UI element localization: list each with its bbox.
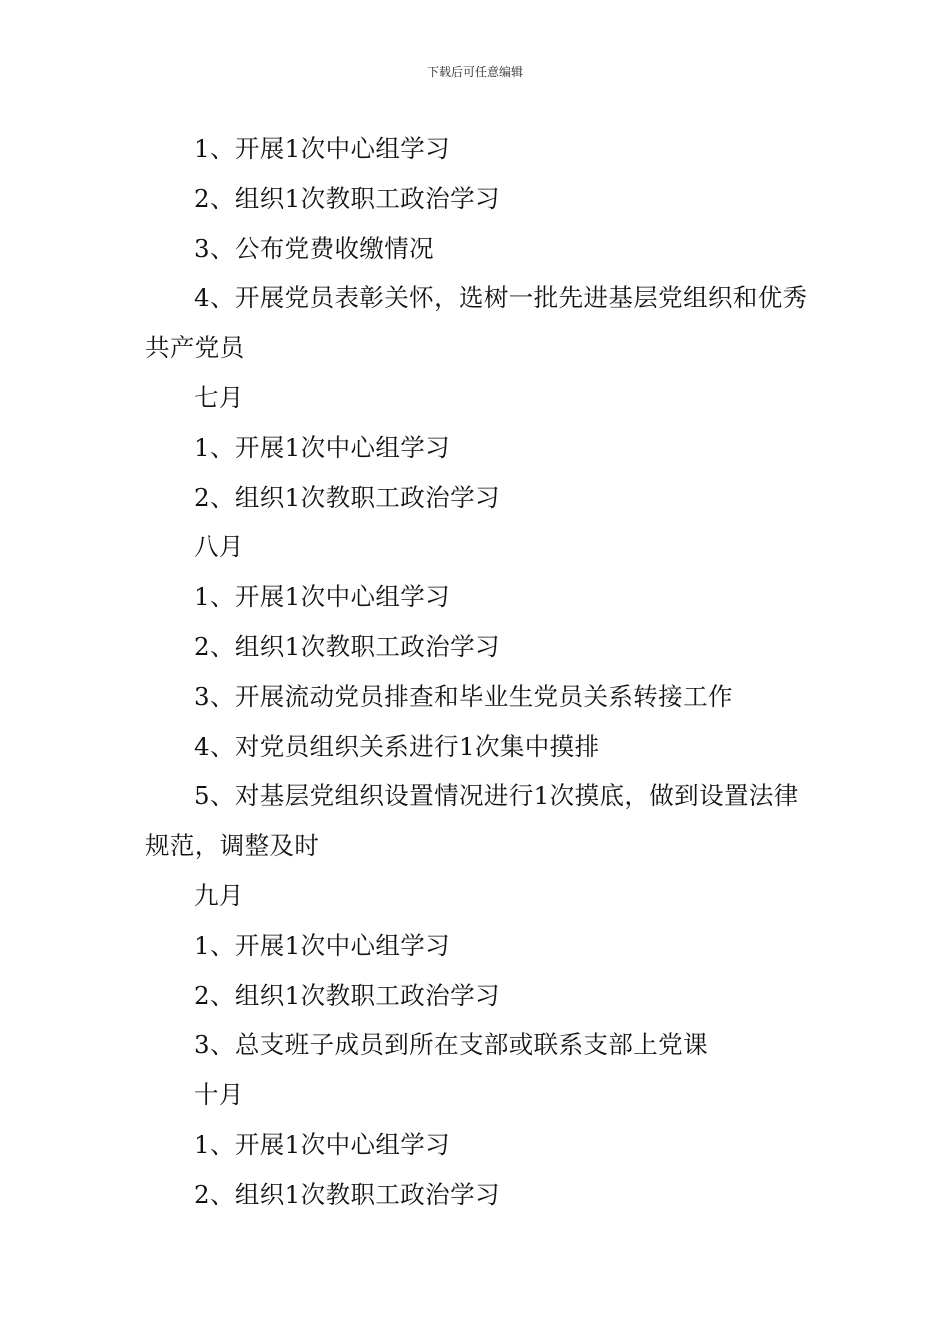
paragraph-august-item-1: 1、开展1次中心组学习 (194, 582, 451, 612)
paragraph-august-item-5: 5、对基层党组织设置情况进行1次摸底，做到设置法律规范，调整及时 (145, 781, 799, 861)
month-heading-july: 七月 (194, 382, 244, 412)
paragraph-october-item-2: 2、组织1次教职工政治学习 (194, 1179, 500, 1209)
paragraph-october-item-1: 1、开展1次中心组学习 (194, 1129, 451, 1159)
document-body (145, 124, 810, 1220)
paragraph-september-item-2: 2、组织1次教职工政治学习 (194, 980, 500, 1010)
paragraph-june-item-2: 2、组织1次教职工政治学习 (194, 183, 500, 213)
paragraph-july-item-1: 1、开展1次中心组学习 (194, 432, 451, 462)
paragraph-august-item-4: 4、对党员组织关系进行1次集中摸排 (194, 731, 600, 761)
paragraph-september-item-1: 1、开展1次中心组学习 (194, 930, 451, 960)
paragraph-august-item-2: 2、组织1次教职工政治学习 (194, 631, 500, 661)
paragraph-july-item-2: 2、组织1次教职工政治学习 (194, 482, 500, 512)
paragraph-september-item-3: 3、总支班子成员到所在支部或联系支部上党课 (194, 1030, 708, 1060)
paragraph-august-item-3: 3、开展流动党员排查和毕业生党员关系转接工作 (194, 681, 733, 711)
month-heading-august: 八月 (194, 532, 244, 562)
month-heading-october: 十月 (194, 1080, 244, 1110)
page-header: 下载后可任意编辑 (426, 65, 523, 79)
paragraph-june-item-4: 4、开展党员表彰关怀，选树一批先进基层党组织和优秀共产党员 (145, 283, 808, 363)
month-heading-september: 九月 (194, 880, 244, 910)
paragraph-june-item-3: 3、公布党费收缴情况 (194, 233, 435, 263)
paragraph-june-item-1: 1、开展1次中心组学习 (194, 134, 451, 163)
